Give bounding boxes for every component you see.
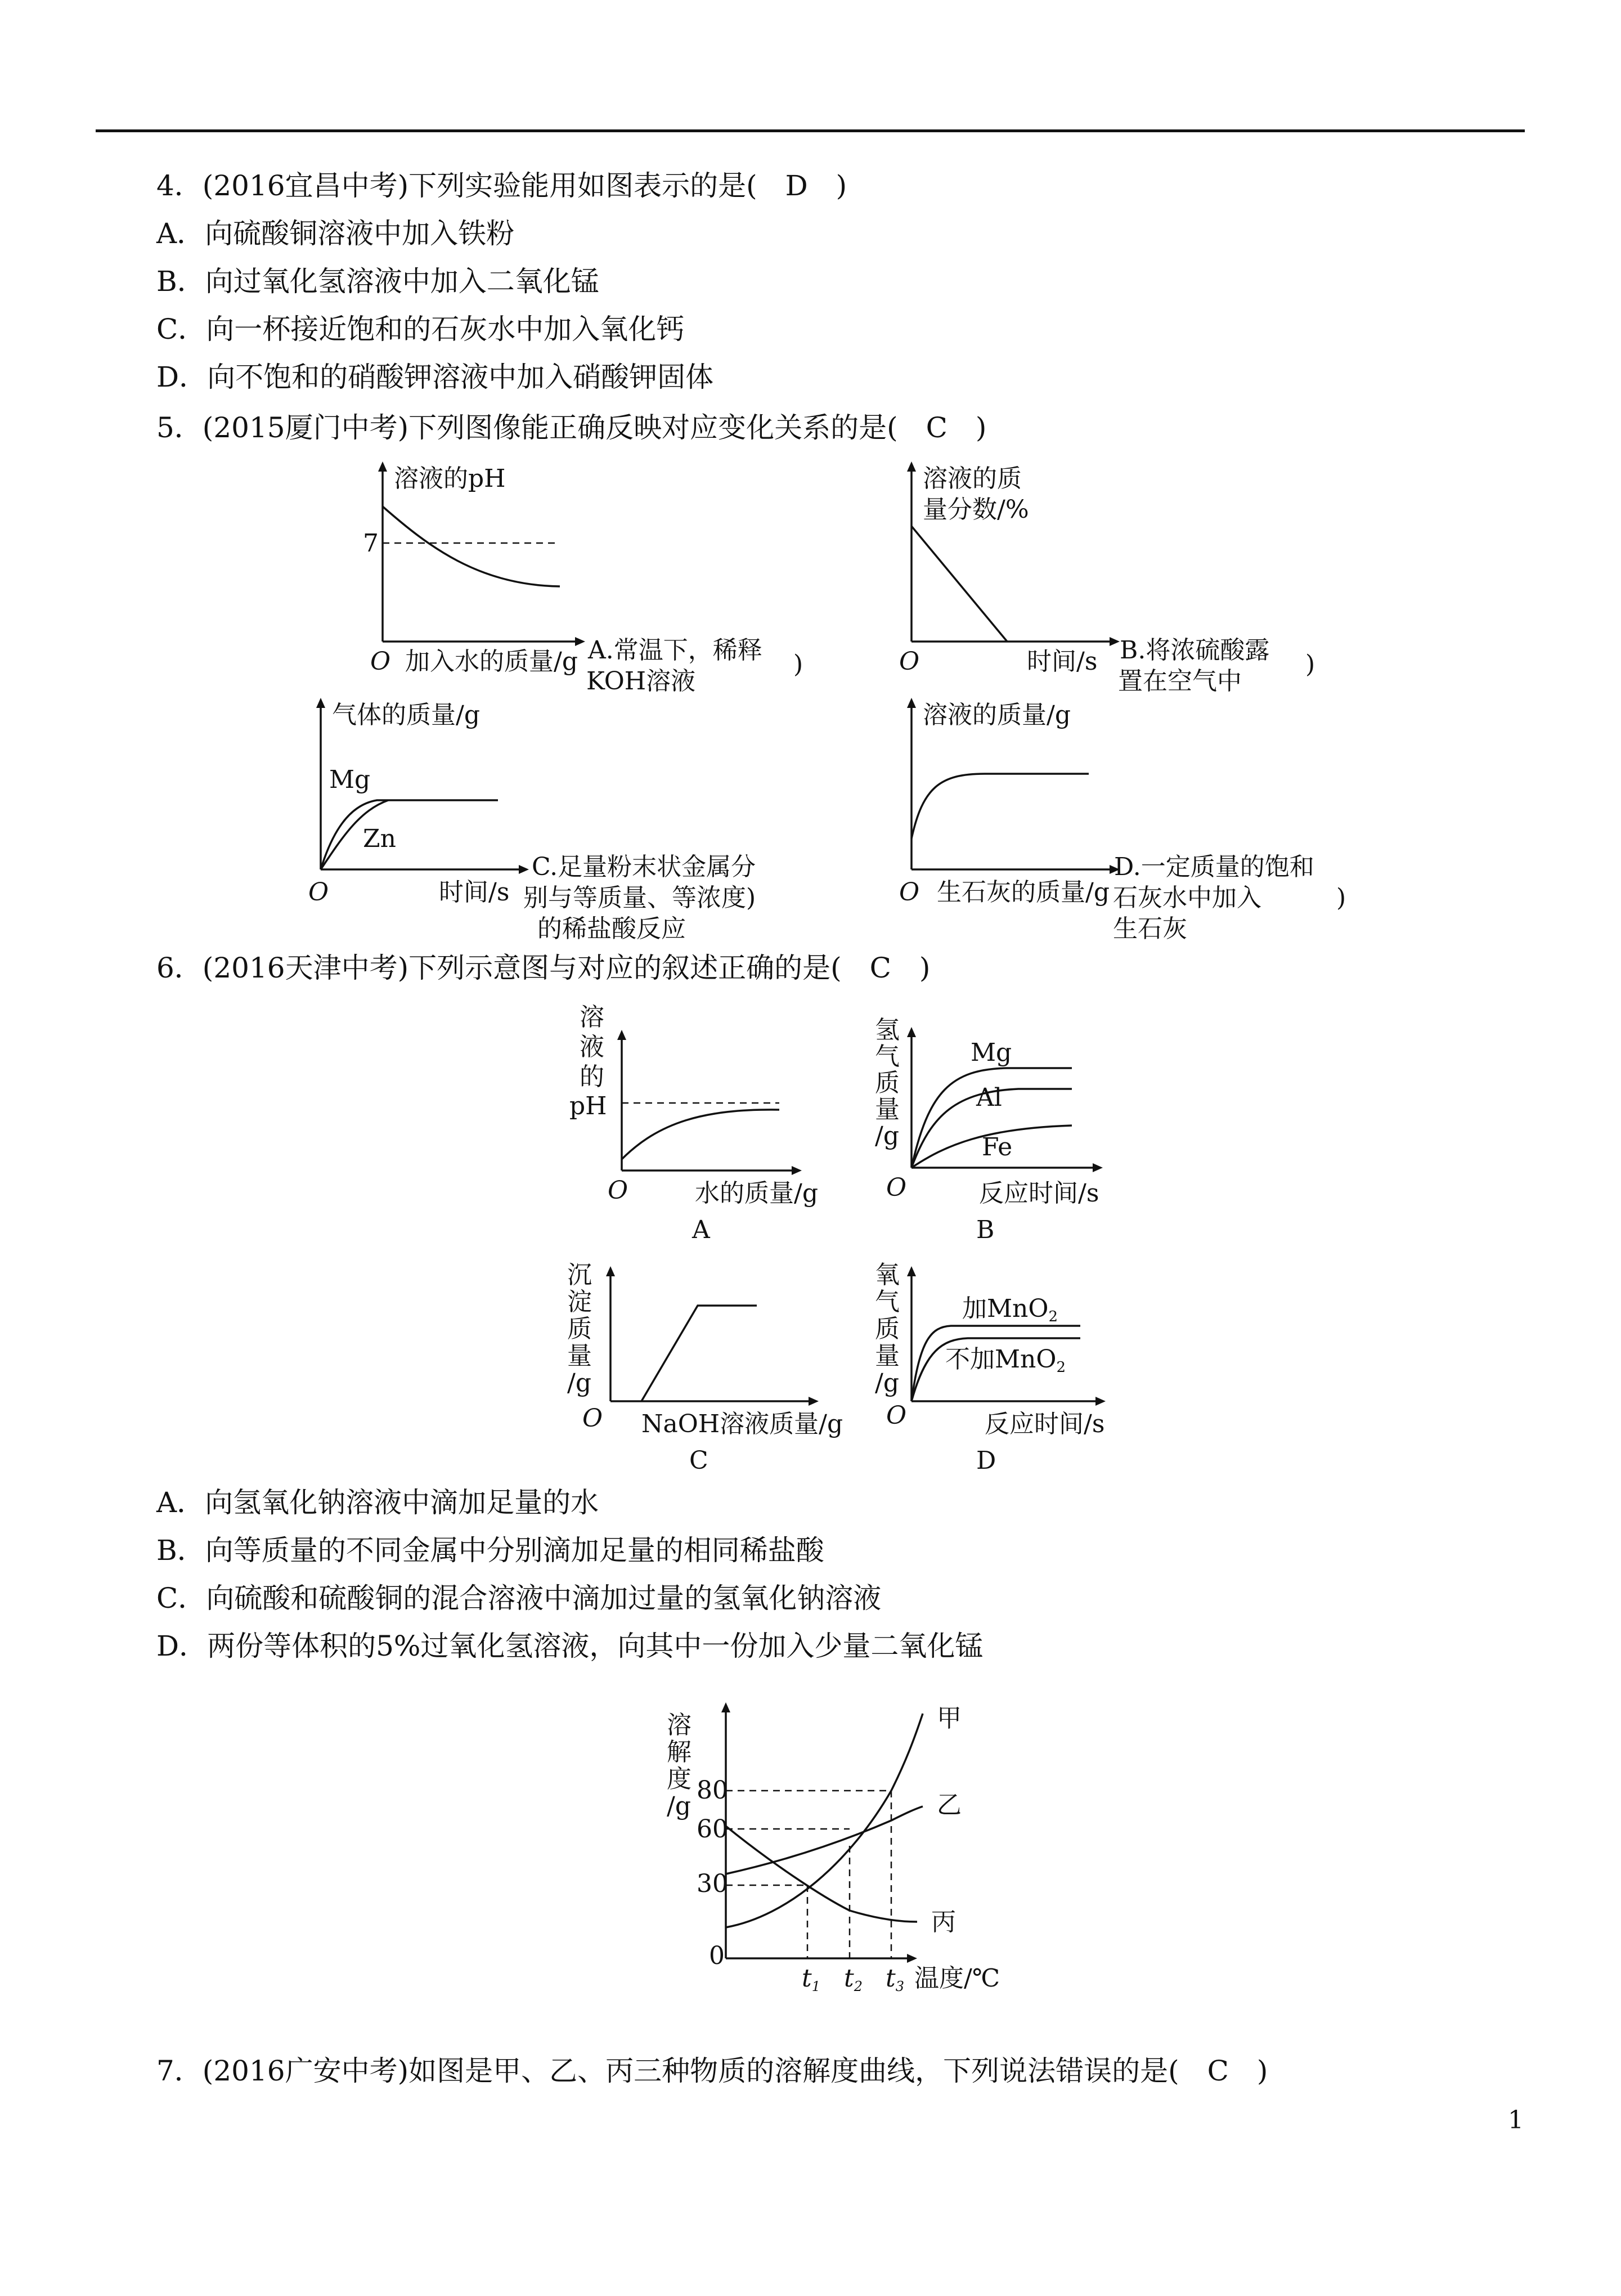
al-label: Al [976, 1083, 1002, 1112]
q6-graph-c [563, 1261, 878, 1486]
y-label-1: 溶 [580, 1003, 604, 1032]
ph-curve [383, 506, 560, 586]
q4-option-b: B．向过氧化氢溶液中加入二氧化锰 [156, 265, 599, 298]
y-label-4: pH [569, 1092, 607, 1120]
q4-option-c: C．向一杯接近饱和的石灰水中加入氧化钙 [156, 313, 685, 346]
y-label-2: 气 [875, 1288, 900, 1316]
origin: O [899, 647, 920, 676]
origin: O [308, 878, 329, 907]
x-label: 温度/℃ [914, 1964, 1000, 1993]
header-rule [96, 129, 1525, 132]
paren: ) [1336, 884, 1346, 912]
origin: O [608, 1176, 628, 1205]
without-mno2-label: 不加MnO2 [945, 1345, 1066, 1376]
q6-graph-d [872, 1261, 1165, 1486]
zn-label: Zn [363, 824, 396, 853]
mass-curve [911, 774, 1089, 838]
y-label-2: 气 [875, 1042, 900, 1071]
caption-line-1: D.一定质量的饱和 [1114, 853, 1314, 881]
y-label-4: 量 [567, 1342, 592, 1370]
x-label: 加入水的质量/g [405, 647, 578, 676]
page-number: 1 [1508, 2106, 1524, 2134]
tick-0: 0 [709, 1941, 725, 1970]
caption: C [689, 1446, 708, 1475]
y-label-3: 质 [875, 1315, 900, 1343]
caption-line-2: 别与等质量、等浓度) [523, 884, 756, 912]
y-label-1: 溶液的质 [923, 464, 1022, 493]
x-label: 时间/s [439, 878, 510, 907]
y-label: 气体的质量/g [332, 701, 480, 729]
origin: O [886, 1401, 907, 1430]
q6-option-d: D．两份等体积的5%过氧化氢溶液，向其中一份加入少量二氧化锰 [156, 1630, 984, 1662]
origin: O [370, 647, 391, 676]
tick-80: 80 [697, 1776, 728, 1805]
mg-curve [321, 800, 498, 869]
x-label: 反应时间/s [985, 1410, 1105, 1438]
caption: D [976, 1446, 996, 1475]
y-label-3: 度 [667, 1765, 691, 1793]
q6-option-b: B．向等质量的不同金属中分别滴加足量的相同稀盐酸 [156, 1534, 824, 1567]
tick-30: 30 [697, 1869, 728, 1898]
tick-60: 60 [697, 1815, 728, 1844]
y-label-2: 液 [580, 1033, 604, 1061]
with-mno2-label: 加MnO2 [962, 1294, 1058, 1325]
y-label-2: 量分数/% [923, 495, 1029, 524]
y-label-4: 量 [875, 1095, 900, 1124]
y-label-3: 的 [580, 1062, 604, 1091]
q6-option-c: C．向硫酸和硫酸铜的混合溶液中滴加过量的氢氧化钠溶液 [156, 1582, 882, 1615]
q5-graph-b [878, 461, 1356, 698]
caption-line-1: C.足量粉末状金属分 [532, 853, 756, 881]
q4-stem: 4．(2016宜昌中考)下列实验能用如图表示的是( D ) [156, 169, 847, 202]
mg-label: Mg [971, 1038, 1012, 1067]
origin: O [582, 1404, 603, 1433]
q5-graph-c [287, 698, 850, 945]
caption-line-2: 置在空气中 [1118, 667, 1242, 696]
x-label: NaOH溶液质量/g [641, 1410, 843, 1438]
y-label-1: 氧 [875, 1261, 900, 1289]
paren: ) [793, 650, 803, 679]
bing-curve [726, 1826, 917, 1922]
x-label: 时间/s [1027, 647, 1098, 676]
ph-curve [622, 1110, 779, 1159]
yi-curve [726, 1806, 923, 1874]
y-label: 溶液的质量/g [923, 701, 1071, 729]
q5-stem: 5．(2015厦门中考)下列图像能正确反映对应变化关系的是( C ) [156, 411, 987, 444]
tick-7: 7 [363, 529, 379, 558]
caption-line-3: 的稀盐酸反应 [537, 914, 686, 943]
caption-line-1: A.常温下，稀释 [588, 636, 762, 665]
caption-line-3: 生石灰 [1113, 914, 1187, 943]
q4-option-a: A．向硫酸铜溶液中加入铁粉 [156, 217, 515, 250]
q7-stem: 7．(2016广安中考)如图是甲、乙、丙三种物质的溶解度曲线，下列说法错误的是( C ) [156, 2055, 1268, 2087]
q5-graph-a [349, 461, 855, 698]
bing-label: 丙 [931, 1908, 956, 1936]
caption-line-2: 石灰水中加入 [1113, 884, 1261, 912]
jia-label: 甲 [937, 1704, 962, 1733]
q6-stem: 6．(2016天津中考)下列示意图与对应的叙述正确的是( C ) [156, 952, 931, 984]
y-label-4: /g [667, 1792, 691, 1820]
t2-label: t2 [844, 1964, 863, 1994]
precipitate-line [641, 1306, 757, 1401]
caption-line-1: B.将浓硫酸露 [1120, 636, 1270, 665]
x-label: 生石灰的质量/g [937, 878, 1110, 907]
y-label-1: 溶 [667, 1711, 691, 1739]
t1-label: t1 [802, 1964, 820, 1994]
y-label-5: /g [875, 1122, 899, 1150]
q6-graph-b [872, 1002, 1153, 1261]
fraction-line [911, 526, 1007, 642]
yi-label: 乙 [937, 1791, 962, 1819]
caption-line-2: KOH溶液 [586, 667, 696, 696]
q5-graph-d [878, 698, 1384, 945]
y-label-1: 沉 [567, 1261, 592, 1289]
origin: O [886, 1173, 907, 1202]
origin: O [899, 878, 920, 907]
caption: A [692, 1216, 710, 1244]
q6-graph-a [568, 1002, 850, 1261]
y-label-3: 质 [567, 1315, 592, 1343]
mg-label: Mg [329, 765, 371, 794]
paren: ) [1305, 650, 1315, 679]
y-label-3: 质 [875, 1069, 900, 1097]
q4-option-d: D．向不饱和的硝酸钾溶液中加入硝酸钾固体 [156, 361, 714, 393]
y-label-2: 淀 [567, 1288, 592, 1316]
q6-option-a: A．向氢氧化钠溶液中滴加足量的水 [156, 1486, 599, 1519]
y-label-2: 解 [667, 1738, 691, 1766]
x-label: 水的质量/g [695, 1179, 818, 1208]
fe-label: Fe [982, 1133, 1013, 1162]
t3-label: t3 [886, 1964, 904, 1994]
y-label-1: 氢 [875, 1016, 900, 1044]
x-label: 反应时间/s [979, 1179, 1099, 1208]
caption: B [976, 1216, 995, 1244]
y-label: 溶液的pH [394, 464, 506, 493]
y-label-4: 量 [875, 1342, 900, 1370]
y-label-5: /g [875, 1369, 899, 1397]
y-label-5: /g [567, 1369, 591, 1397]
solubility-graph [664, 1694, 1024, 1998]
